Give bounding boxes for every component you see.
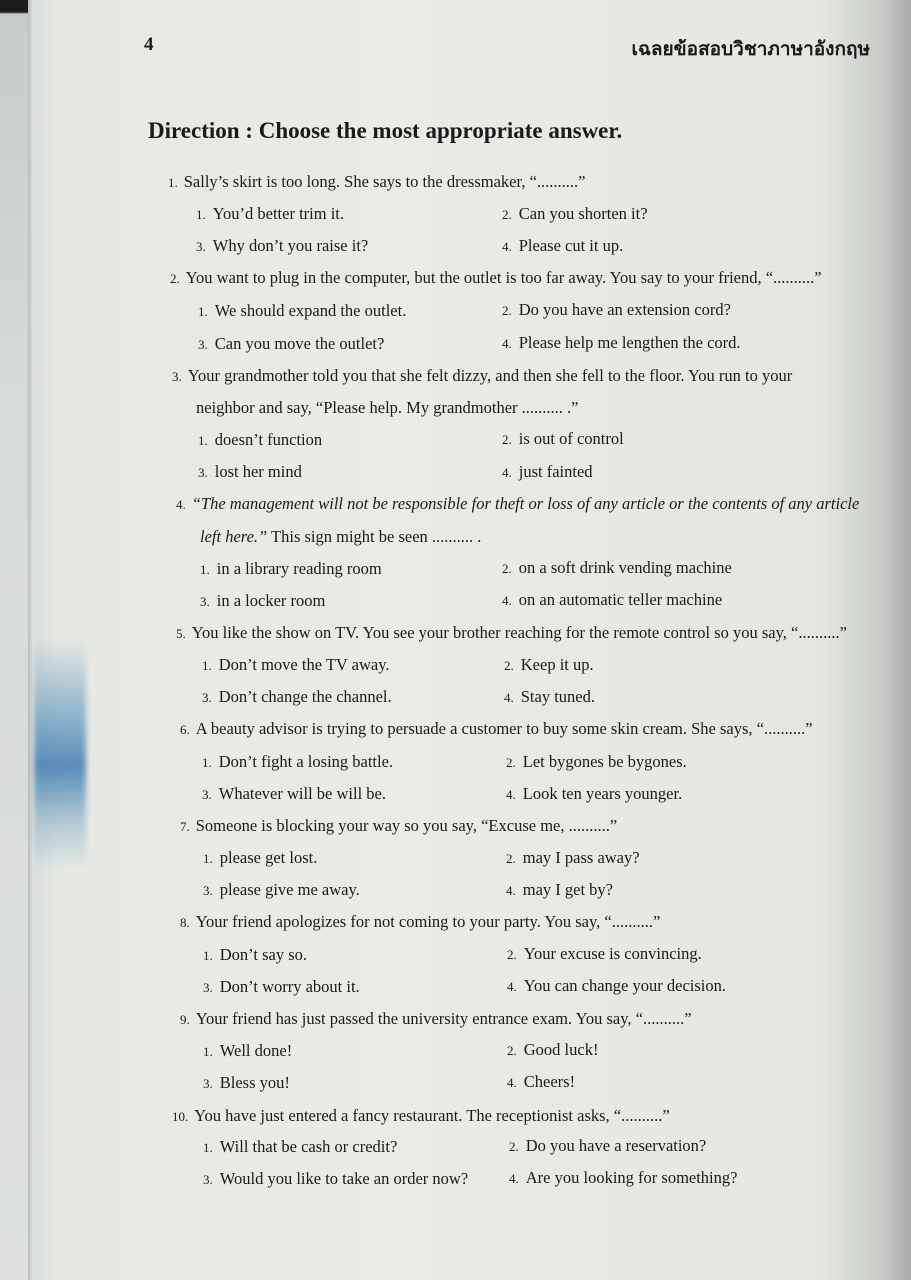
option-7-4: 4. may I get by?: [506, 880, 614, 899]
question-text: Sally’s skirt is too long. She says to the dressmaker, “..........”: [183, 172, 586, 191]
question-number: 6.: [180, 722, 190, 737]
option-1-1: 1. You’d better trim it.: [196, 204, 344, 223]
page-number: 4: [144, 34, 154, 55]
question-6: [180, 719, 813, 739]
option-2-2: 2. Do you have an extension cord?: [502, 300, 731, 319]
option-4-2: 2. on a soft drink vending machine: [502, 558, 732, 577]
question-7: [180, 816, 617, 836]
option-9-2: 2. Good luck!: [507, 1040, 599, 1059]
question-3-continued: neighbor and say, “Please help. My grandmother .......... .”: [196, 398, 579, 417]
option-1-2: 2. Can you shorten it?: [502, 204, 648, 223]
option-6-1: 1. Don’t fight a losing battle.: [202, 752, 394, 771]
question-3: [172, 366, 792, 386]
question-number: 10.: [172, 1109, 189, 1124]
question-4: [176, 494, 859, 514]
option-3-4: 4. just fainted: [502, 462, 593, 481]
question-8: [180, 912, 660, 932]
question-number: 7.: [180, 819, 190, 834]
option-9-4: 4. Cheers!: [507, 1072, 576, 1091]
question-5: [176, 623, 847, 643]
option-8-2: 2. Your excuse is convincing.: [507, 944, 702, 963]
option-10-3: 3. Would you like to take an order now?: [203, 1169, 469, 1188]
option-4-4: 4. on an automatic teller machine: [502, 590, 723, 609]
question-number: 4.: [176, 497, 186, 512]
option-2-4: 4. Please help me lengthen the cord.: [502, 333, 741, 352]
option-10-4: 4. Are you looking for something?: [509, 1168, 738, 1187]
option-9-1: 1. Well done!: [203, 1041, 293, 1060]
option-7-3: 3. please give me away.: [203, 880, 360, 899]
question-text: A beauty advisor is trying to persuade a customer to buy some skin cream. She says, “..........”: [195, 719, 813, 738]
option-3-3: 3. lost her mind: [198, 462, 302, 481]
question-number: 3.: [172, 369, 182, 384]
option-7-2: 2. may I pass away?: [506, 848, 640, 867]
question-10: [172, 1106, 670, 1126]
option-6-2: 2. Let bygones be bygones.: [506, 752, 687, 771]
option-8-4: 4. You can change your decision.: [507, 976, 726, 995]
question-number: 5.: [176, 626, 186, 641]
option-10-1: 1. Will that be cash or credit?: [203, 1137, 398, 1156]
option-1-4: 4. Please cut it up.: [502, 236, 624, 255]
option-6-4: 4. Look ten years younger.: [506, 784, 683, 803]
question-4-continued: left here.” This sign might be seen .......... .: [200, 527, 482, 546]
question-text: You like the show on TV. You see your brother reaching for the remote control so you say, “..........”: [191, 623, 847, 642]
option-5-4: 4. Stay tuned.: [504, 687, 595, 706]
option-8-3: 3. Don’t worry about it.: [203, 977, 360, 996]
option-5-3: 3. Don’t change the channel.: [202, 687, 392, 706]
question-number: 8.: [180, 915, 190, 930]
question-1: [168, 172, 585, 192]
question-text: “The management will not be responsible for theft or loss of any article or the contents of any article: [191, 494, 860, 513]
option-3-1: 1. doesn’t function: [198, 430, 323, 449]
option-8-1: 1. Don’t say so.: [203, 945, 307, 964]
option-5-2: 2. Keep it up.: [504, 655, 594, 674]
question-number: 9.: [180, 1012, 190, 1027]
question-text: You have just entered a fancy restaurant. The receptionist asks, “..........”: [194, 1106, 670, 1125]
option-3-2: 2. is out of control: [502, 429, 624, 448]
option-7-1: 1. please get lost.: [203, 848, 318, 867]
question-text: You want to plug in the computer, but the outlet is too far away. You say to your friend, “..........”: [185, 268, 822, 287]
option-4-3: 3. in a locker room: [200, 591, 326, 610]
question-number: 2.: [170, 271, 180, 286]
option-10-2: 2. Do you have a reservation?: [509, 1136, 707, 1155]
option-4-1: 1. in a library reading room: [200, 559, 382, 578]
question-2: [170, 268, 822, 288]
question-9: [180, 1009, 692, 1029]
direction-heading: Direction : Choose the most appropriate answer.: [148, 118, 623, 143]
book-spine: [0, 0, 30, 1280]
option-2-3: 3. Can you move the outlet?: [198, 334, 385, 353]
option-1-3: 3. Why don’t you raise it?: [196, 236, 369, 255]
option-9-3: 3. Bless you!: [203, 1073, 290, 1092]
question-text: Your friend has just passed the university entrance exam. You say, “..........”: [195, 1009, 692, 1028]
option-6-3: 3. Whatever will be will be.: [202, 784, 386, 803]
question-text: Someone is blocking your way so you say, “Excuse me, ..........”: [195, 816, 618, 835]
blue-smudge: [34, 640, 86, 870]
option-2-1: 1. We should expand the outlet.: [198, 301, 407, 320]
question-text: Your grandmother told you that she felt dizzy, and then she fell to the floor. You run to your: [187, 366, 793, 385]
question-text: Your friend apologizes for not coming to your party. You say, “..........”: [195, 912, 661, 931]
option-5-1: 1. Don’t move the TV away.: [202, 655, 390, 674]
book-title: เฉลยข้อสอบวิชาภาษาอังกฤษ: [631, 38, 870, 60]
question-number: 1.: [168, 175, 178, 190]
